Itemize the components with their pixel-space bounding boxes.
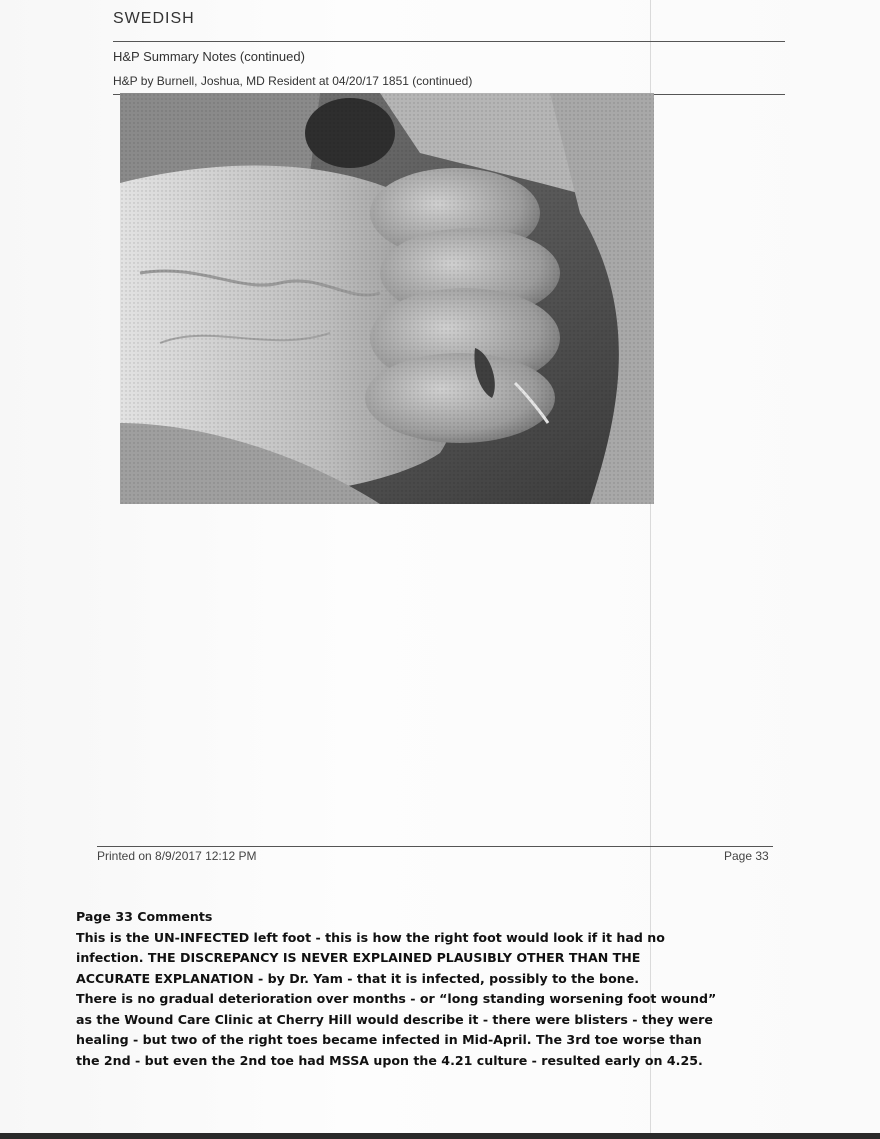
page-number: Page 33: [724, 849, 769, 863]
comment-line: infection. THE DISCREPANCY IS NEVER EXPLAINED PLAUSIBLY OTHER THAN THE: [76, 950, 641, 965]
notes-subtitle: H&P Summary Notes (continued): [113, 49, 305, 64]
comment-line: ACCURATE EXPLANATION - by Dr. Yam - that it is infected, possibly to the bone.: [76, 970, 640, 986]
comment-line: the 2nd - but even the 2nd toe had MSSA upon the 4.21 culture - resulted early on 4.25.: [76, 1052, 703, 1068]
brand-header: SWEDISH: [113, 10, 195, 27]
comment-line: There is no gradual deterioration over months - or “long standing worsening foot wound”: [76, 991, 717, 1006]
comment-line: This is the UN-INFECTED left foot - this is how the right foot would look if it had no: [76, 929, 665, 945]
author-line: H&P by Burnell, Joshua, MD Resident at 04/20/17 1851 (continued): [113, 74, 473, 88]
comment-line: as the Wound Care Clinic at Cherry Hill would describe it - there were blisters - they were: [76, 1011, 713, 1027]
printed-timestamp: Printed on 8/9/2017 12:12 PM: [97, 849, 257, 863]
comment-line: healing - but two of the right toes became infected in Mid-April. The 3rd toe worse than: [76, 1032, 702, 1047]
page-comments: [76, 907, 806, 1071]
foot-photo: [120, 93, 654, 504]
scan-bottom-edge: [0, 1133, 880, 1139]
comments-title: Page 33 Comments: [76, 909, 213, 924]
foot-photo-image: [120, 93, 654, 504]
footer-rule: [97, 846, 773, 847]
header-rule: [113, 41, 785, 42]
